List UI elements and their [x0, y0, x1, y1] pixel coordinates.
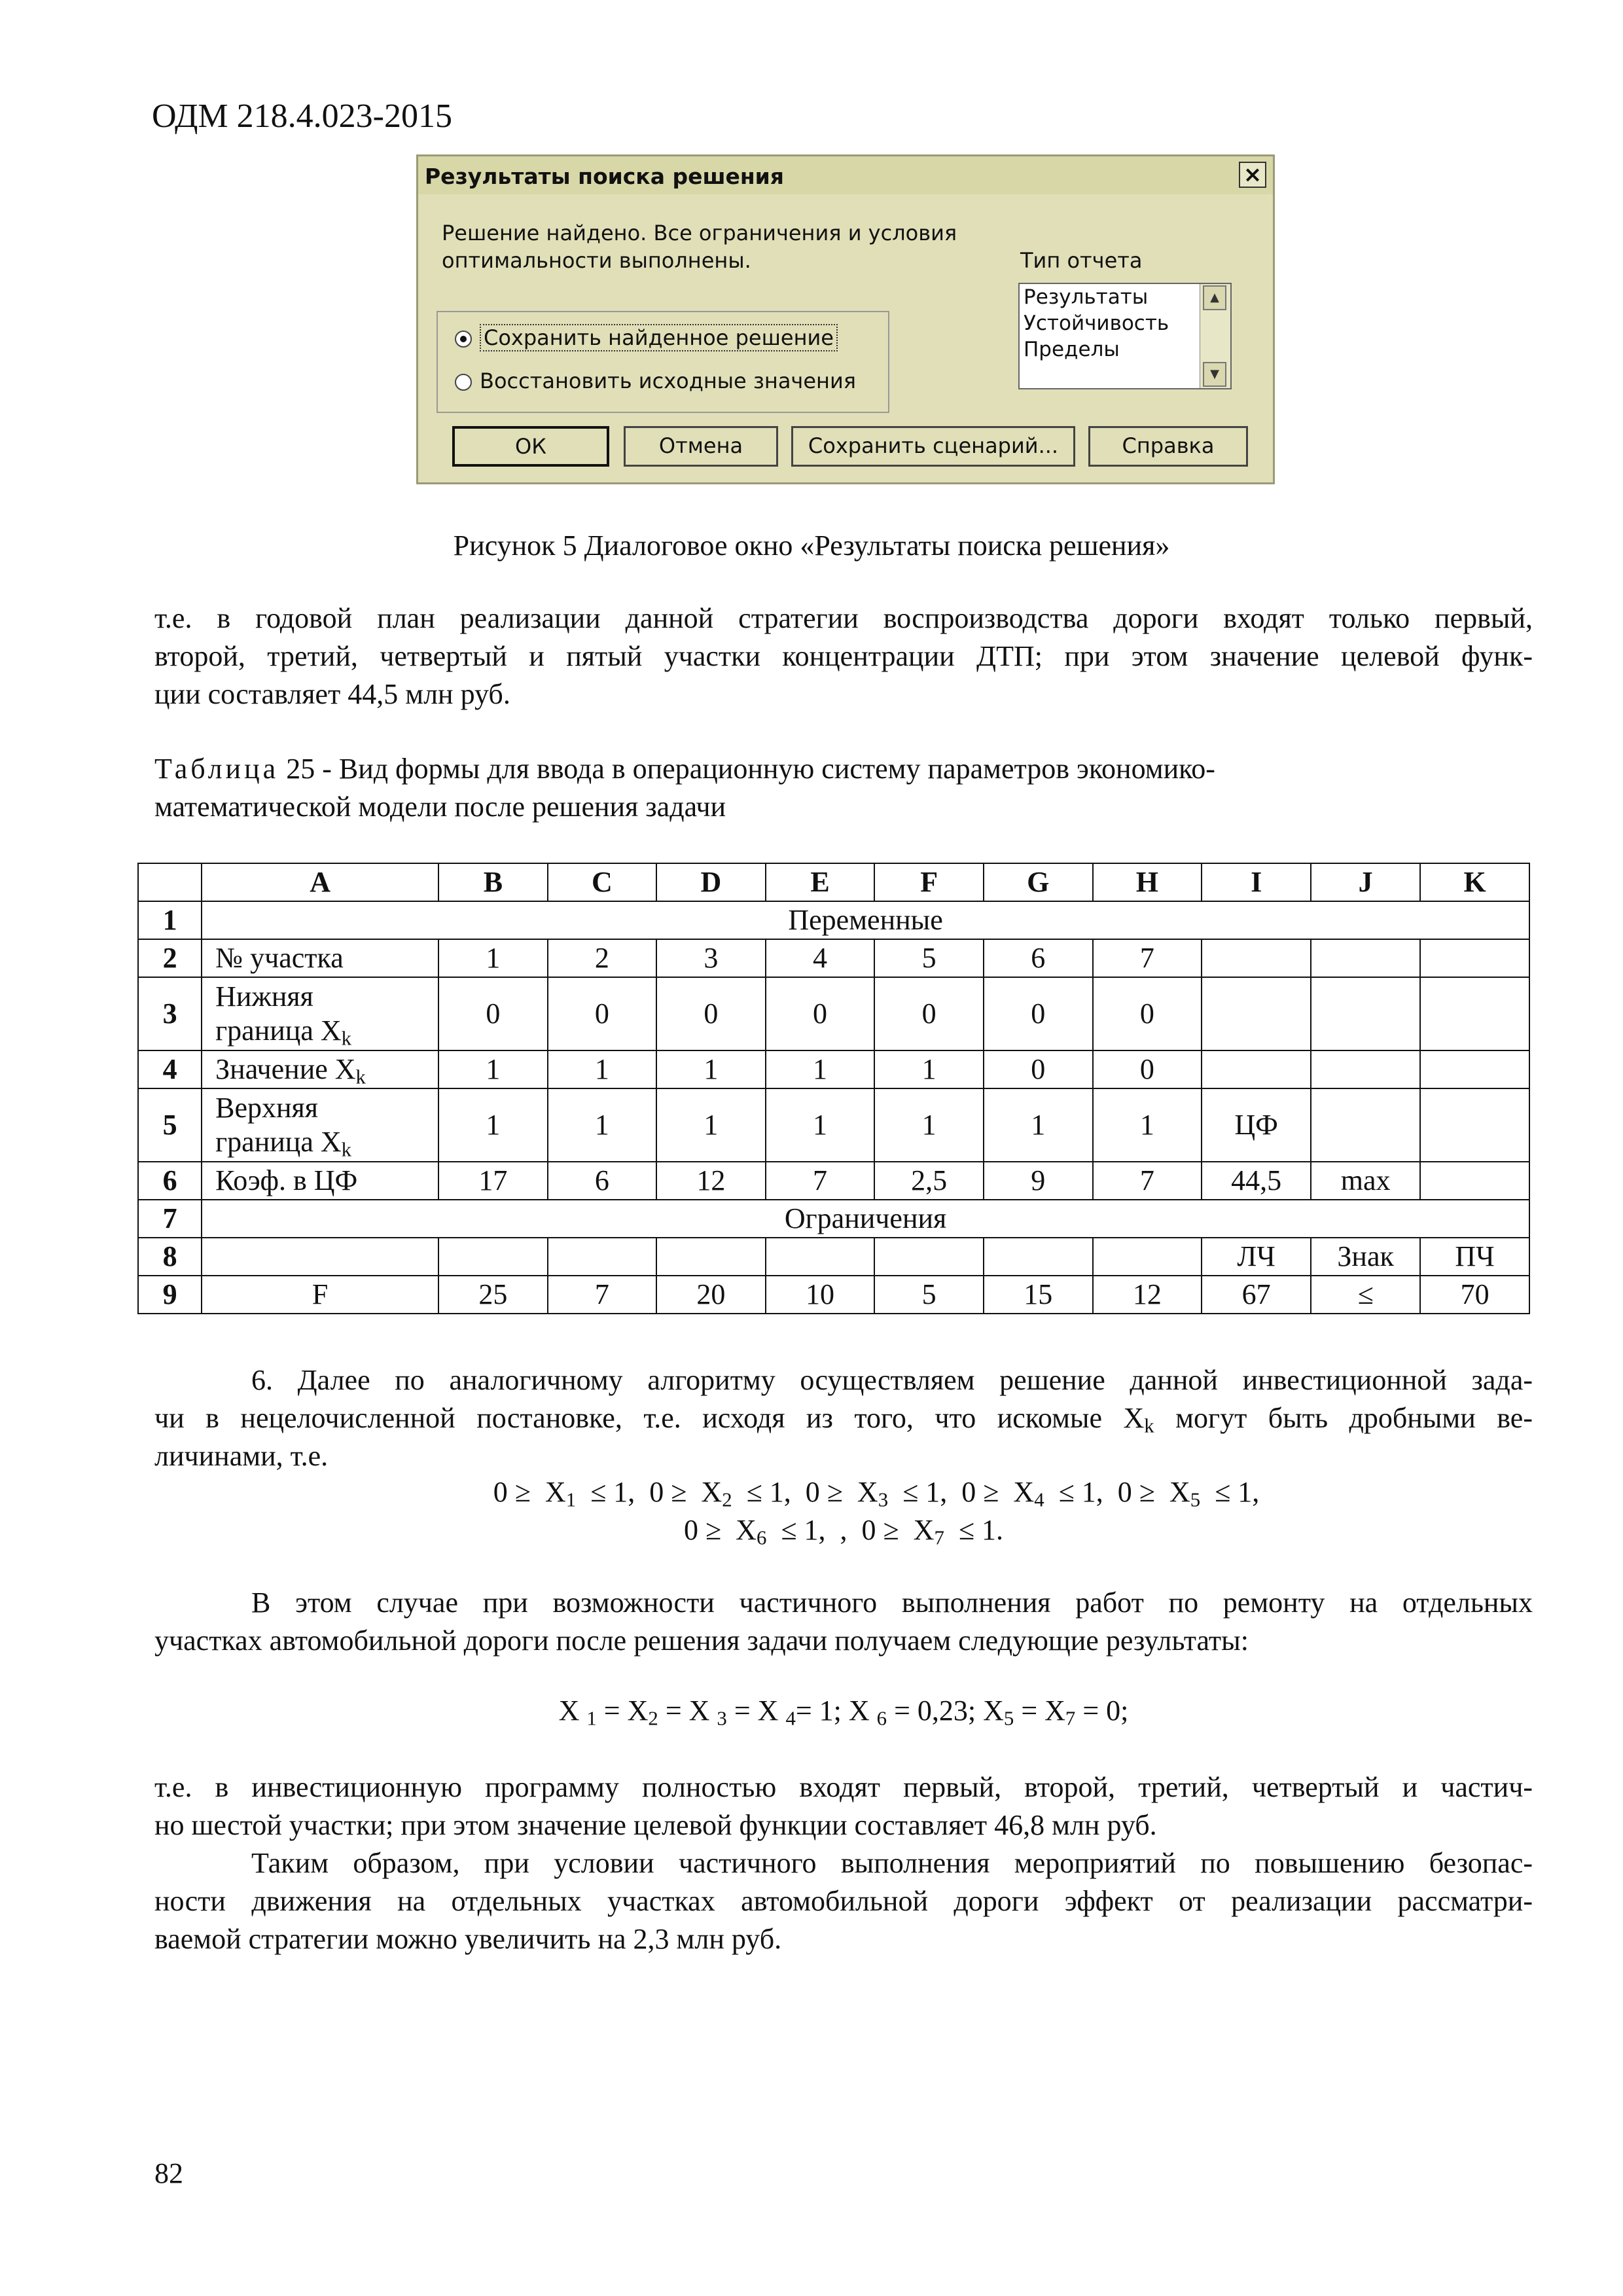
table-cell [1311, 977, 1420, 1050]
keep-solution-label: Сохранить найденное решение [480, 324, 838, 351]
formula-term [688, 1695, 758, 1730]
subscript: 6 [756, 1526, 767, 1549]
table-cell: 1 [548, 1088, 656, 1162]
formula-text: 0 ≥ X [684, 1514, 757, 1546]
subscript: k [341, 1138, 352, 1161]
row-number: 7 [138, 1200, 202, 1238]
table-cell: 5 [874, 939, 984, 977]
subscript: 4 [785, 1707, 796, 1730]
save-scenario-button[interactable]: Сохранить сценарий... [791, 426, 1075, 467]
formula-text: X [757, 1695, 786, 1727]
table-row [138, 1162, 1529, 1200]
formula-term [861, 1514, 1004, 1549]
column-header: F [874, 863, 984, 901]
formula-term [848, 1695, 984, 1730]
column-header: G [984, 863, 1093, 901]
table-cell: ЛЧ [1202, 1238, 1311, 1276]
formula-text: X [983, 1695, 1004, 1727]
text-line: 6. Далее по аналогичному алгоритму осуществляем решение данной инвестиционной зада- [251, 1364, 1533, 1396]
table-cell: 1 [874, 1088, 984, 1162]
formula-text: = 0,23; [887, 1695, 984, 1727]
result-terms [154, 1694, 1533, 1730]
table-cell [984, 1238, 1093, 1276]
table-cell: 7 [766, 1162, 875, 1200]
table-cell: max [1311, 1162, 1420, 1200]
table-cell: 6 [548, 1162, 656, 1200]
table-cell: 2 [548, 939, 656, 977]
text-line: личинами, т.е. [154, 1440, 329, 1472]
table-row [138, 939, 1529, 977]
table-cell: ≤ [1311, 1276, 1420, 1314]
report-type-results[interactable]: Результаты [1024, 285, 1149, 309]
report-type-label: Тип отчета [1020, 248, 1143, 273]
parameters-table [137, 863, 1530, 1314]
formula-text: 0 ≥ X [961, 1476, 1035, 1508]
formula-text: 0 ≥ X [805, 1476, 878, 1508]
formula-text: = [658, 1695, 689, 1727]
formula-text: = [726, 1695, 758, 1727]
table-cell [1311, 1088, 1420, 1162]
table-cell [1093, 1238, 1202, 1276]
table-title-line [154, 750, 1533, 788]
table-cell: 70 [1420, 1276, 1529, 1314]
subscript: k [1144, 1414, 1154, 1437]
subscript: 2 [648, 1707, 658, 1730]
document-code: ОДМ 218.4.023-2015 [152, 98, 452, 135]
radio-unselected-icon[interactable] [455, 374, 472, 391]
table-title-text: 25 - Вид формы для ввода в операционную систему параметров экономико- [279, 753, 1215, 785]
table-cell: 0 [766, 977, 875, 1050]
subscript: k [355, 1066, 366, 1088]
paragraph-2 [154, 1361, 1533, 1475]
dialog-message-line: Решение найдено. Все ограничения и условия [442, 221, 957, 245]
table-cell: 7 [1093, 939, 1202, 977]
table-cell: 5 [874, 1276, 984, 1314]
subscript: 1 [586, 1707, 597, 1730]
table-cell: 1 [984, 1088, 1093, 1162]
table-cell [1202, 939, 1311, 977]
table-cell [1420, 1088, 1529, 1162]
text-line: ции составляет 44,5 млн руб. [154, 678, 510, 710]
corner-cell [138, 863, 202, 901]
table-cell: 67 [1202, 1276, 1311, 1314]
table-cell: 6 [984, 939, 1093, 977]
formula-term [757, 1695, 849, 1730]
restore-values-radio[interactable] [455, 368, 856, 395]
dialog-message-line: оптимальности выполнены. [442, 248, 751, 273]
table-cell [1420, 939, 1529, 977]
table-cell: 3 [656, 939, 766, 977]
close-icon[interactable]: × [1239, 162, 1266, 188]
table-cell: 1 [874, 1050, 984, 1088]
formula-term [1117, 1476, 1260, 1511]
column-header: I [1202, 863, 1311, 901]
table-cell: 2,5 [874, 1162, 984, 1200]
formula-term [961, 1476, 1118, 1511]
table-cell: 0 [656, 977, 766, 1050]
formula-text: 0 ≥ X [649, 1476, 722, 1508]
table-cell: 44,5 [1202, 1162, 1311, 1200]
table-cell [874, 1238, 984, 1276]
formula-text: ≤ 1, [576, 1476, 650, 1508]
radio-selected-icon[interactable] [455, 331, 472, 348]
row-number: 1 [138, 901, 202, 939]
table-cell: 9 [984, 1162, 1093, 1200]
subscript: 5 [1003, 1707, 1014, 1730]
column-header: D [656, 863, 766, 901]
column-header: A [202, 863, 438, 901]
formula-text: ≤ 1, [732, 1476, 806, 1508]
table-cell: ЦФ [1202, 1088, 1311, 1162]
table-cell: 1 [656, 1050, 766, 1088]
table-cell: 1 [438, 1088, 548, 1162]
table-cell: 0 [438, 977, 548, 1050]
formula-text: X [688, 1695, 717, 1727]
help-button[interactable]: Справка [1088, 426, 1248, 467]
table-cell: 20 [656, 1276, 766, 1314]
table-cell: 1 [1093, 1088, 1202, 1162]
table-cell [548, 1238, 656, 1276]
table-cell: 17 [438, 1162, 548, 1200]
text-line: Таким образом, при условии частичного выполнения мероприятий по повышению безопас- [251, 1847, 1533, 1879]
table-cell: 1 [766, 1088, 875, 1162]
solution-options-group [437, 311, 889, 413]
row-label: Коэф. в ЦФ [202, 1162, 438, 1200]
table-title-line: математической модели после решения задачи [154, 791, 726, 823]
solver-results-dialog [416, 154, 1275, 484]
row-label-line: граница X [215, 1014, 342, 1047]
table-cell [1202, 977, 1311, 1050]
dialog-title-bar [418, 156, 1273, 194]
formula-text: 0 ≥ X [861, 1514, 935, 1546]
report-type-list[interactable] [1018, 283, 1232, 389]
table-cell [766, 1238, 875, 1276]
table-cell: 7 [1093, 1162, 1202, 1200]
paragraph-4 [154, 1768, 1533, 1844]
formula-term [493, 1476, 650, 1511]
table-cell: 12 [656, 1162, 766, 1200]
table-cell: 15 [984, 1276, 1093, 1314]
table-cell: 25 [438, 1276, 548, 1314]
table-cell: 0 [548, 977, 656, 1050]
table-row [138, 1276, 1529, 1314]
text-fragment: могут быть дробными ве- [1154, 1402, 1533, 1434]
text-line: ваемой стратегии можно увеличить на 2,3 млн руб. [154, 1923, 782, 1955]
text-line: В этом случае при возможности частичного выполнения работ по ремонту на отдельных [251, 1587, 1533, 1619]
subscript: k [341, 1027, 352, 1050]
result-formula [154, 1694, 1533, 1730]
paragraph-3 [154, 1584, 1533, 1660]
subscript: 6 [876, 1707, 887, 1730]
table-cell [202, 1238, 438, 1276]
section-title-variables: Переменные [202, 901, 1529, 939]
inequality-line-1 [154, 1475, 1533, 1509]
table-cell: 1 [766, 1050, 875, 1088]
inequality-terms [154, 1475, 1533, 1509]
subscript: 2 [722, 1488, 732, 1511]
formula-text: 0 ≥ X [1117, 1476, 1190, 1508]
report-type-sensitivity[interactable]: Устойчивость [1024, 312, 1169, 335]
text-line: второй, третий, четвертый и пятый участки концентрации ДТП; при этом значение целевой функ- [154, 640, 1533, 672]
scroll-down-icon[interactable]: ▼ [1203, 362, 1226, 387]
formula-text: X [558, 1695, 587, 1727]
table-cell [1202, 1050, 1311, 1088]
formula-text: X [1044, 1695, 1065, 1727]
subscript: 7 [934, 1526, 944, 1549]
table-title-label: Таблица [154, 753, 279, 785]
table-cell: 4 [766, 939, 875, 977]
formula-text: X [848, 1695, 877, 1727]
row-label: № участка [202, 939, 438, 977]
formula-text: = [1014, 1695, 1045, 1727]
text-fragment: чи в нецелочисленной постановке, т.е. исходя из того, что искомые X [154, 1402, 1145, 1434]
subscript: 7 [1065, 1707, 1076, 1730]
table-cell: 0 [1093, 1050, 1202, 1088]
table-row [138, 901, 1529, 939]
formula-text: = [596, 1695, 628, 1727]
text-line: т.е. в годовой план реализации данной стратегии воспроизводства дороги входят только первый, [154, 602, 1533, 634]
subscript: 3 [878, 1488, 889, 1511]
row-number: 2 [138, 939, 202, 977]
scroll-up-icon[interactable]: ▲ [1203, 285, 1226, 310]
figure-caption: Рисунок 5 Диалоговое окно «Результаты поиска решения» [453, 529, 1170, 562]
page-number: 82 [154, 2157, 183, 2189]
table-cell [438, 1238, 548, 1276]
formula-term [684, 1514, 862, 1549]
row-label [202, 1088, 438, 1162]
formula-term [805, 1476, 962, 1511]
subscript: 1 [565, 1488, 577, 1511]
subscript: 3 [717, 1707, 727, 1730]
table-cell: ПЧ [1420, 1238, 1529, 1276]
row-label-line: граница X [215, 1126, 342, 1158]
table-row [138, 1088, 1529, 1162]
formula-term [558, 1695, 628, 1730]
formula-term [627, 1695, 689, 1730]
text-line: ности движения на отдельных участках автомобильной дороги эффект от реализации рассматри- [154, 1885, 1533, 1917]
table-cell: 12 [1093, 1276, 1202, 1314]
row-number: 3 [138, 977, 202, 1050]
row-label-line: Верхняя [215, 1092, 319, 1124]
table-cell [1311, 1050, 1420, 1088]
inequality-terms [154, 1513, 1533, 1547]
table-cell: 1 [656, 1088, 766, 1162]
row-number: 6 [138, 1162, 202, 1200]
row-label: F [202, 1276, 438, 1314]
row-number: 5 [138, 1088, 202, 1162]
row-label-line: Нижняя [215, 980, 313, 1013]
table-cell [1420, 1162, 1529, 1200]
formula-text: X [627, 1695, 649, 1727]
formula-text: = 0; [1075, 1695, 1129, 1727]
table-cell [1420, 977, 1529, 1050]
formula-term [649, 1476, 806, 1511]
table-cell: 1 [548, 1050, 656, 1088]
table-cell: 0 [984, 977, 1093, 1050]
formula-text: ≤ 1, [1200, 1476, 1260, 1508]
row-number: 9 [138, 1276, 202, 1314]
table-cell [1420, 1050, 1529, 1088]
row-label-text: Значение X [215, 1053, 356, 1085]
table-row [138, 1050, 1529, 1088]
paragraph-5 [154, 1844, 1533, 1958]
formula-term [1044, 1695, 1129, 1730]
subscript: 4 [1034, 1488, 1044, 1511]
table-cell: Знак [1311, 1238, 1420, 1276]
table-cell [1311, 939, 1420, 977]
formula-text: ≤ 1, , [766, 1514, 862, 1546]
table-cell: 0 [1093, 977, 1202, 1050]
dialog-title: Результаты поиска решения [425, 164, 784, 189]
text-line: т.е. в инвестиционную программу полностью входят первый, второй, третий, четвертый и частич- [154, 1771, 1533, 1803]
row-label [202, 977, 438, 1050]
text-line [154, 1399, 1533, 1437]
list-scrollbar[interactable] [1200, 284, 1230, 388]
table-header-row [138, 863, 1529, 901]
report-type-limits[interactable]: Пределы [1024, 338, 1120, 361]
table-row [138, 1200, 1529, 1238]
formula-text: = 1; [795, 1695, 849, 1727]
text-line: но шестой участки; при этом значение целевой функции составляет 46,8 млн руб. [154, 1809, 1157, 1841]
formula-text: 0 ≥ X [493, 1476, 566, 1508]
row-label [202, 1050, 438, 1088]
formula-text: ≤ 1, [888, 1476, 962, 1508]
column-header: B [438, 863, 548, 901]
table-cell: 10 [766, 1276, 875, 1314]
table-row [138, 977, 1529, 1050]
column-header: C [548, 863, 656, 901]
table-cell: 0 [984, 1050, 1093, 1088]
column-header: E [766, 863, 875, 901]
keep-solution-radio[interactable] [455, 325, 838, 351]
table-cell: 0 [874, 977, 984, 1050]
formula-text: ≤ 1, [1044, 1476, 1118, 1508]
formula-text: ≤ 1. [944, 1514, 1003, 1546]
table-cell: 7 [548, 1276, 656, 1314]
column-header: J [1311, 863, 1420, 901]
inequality-line-2 [154, 1513, 1533, 1547]
row-number: 4 [138, 1050, 202, 1088]
column-header: H [1093, 863, 1202, 901]
text-line: участках автомобильной дороги после решения задачи получаем следующие результаты: [154, 1624, 1249, 1657]
table-cell: 1 [438, 939, 548, 977]
column-header: K [1420, 863, 1529, 901]
formula-term [983, 1695, 1045, 1730]
restore-values-label: Восстановить исходные значения [480, 368, 856, 393]
table-title [154, 750, 1533, 826]
dialog-message [442, 219, 957, 274]
subscript: 5 [1190, 1488, 1201, 1511]
paragraph-1 [154, 600, 1533, 713]
cancel-button[interactable]: Отмена [624, 426, 778, 467]
section-title-constraints: Ограничения [202, 1200, 1529, 1238]
table-cell: 1 [438, 1050, 548, 1088]
table-row [138, 1238, 1529, 1276]
table-cell [656, 1238, 766, 1276]
ok-button[interactable]: ОК [452, 426, 609, 467]
row-number: 8 [138, 1238, 202, 1276]
